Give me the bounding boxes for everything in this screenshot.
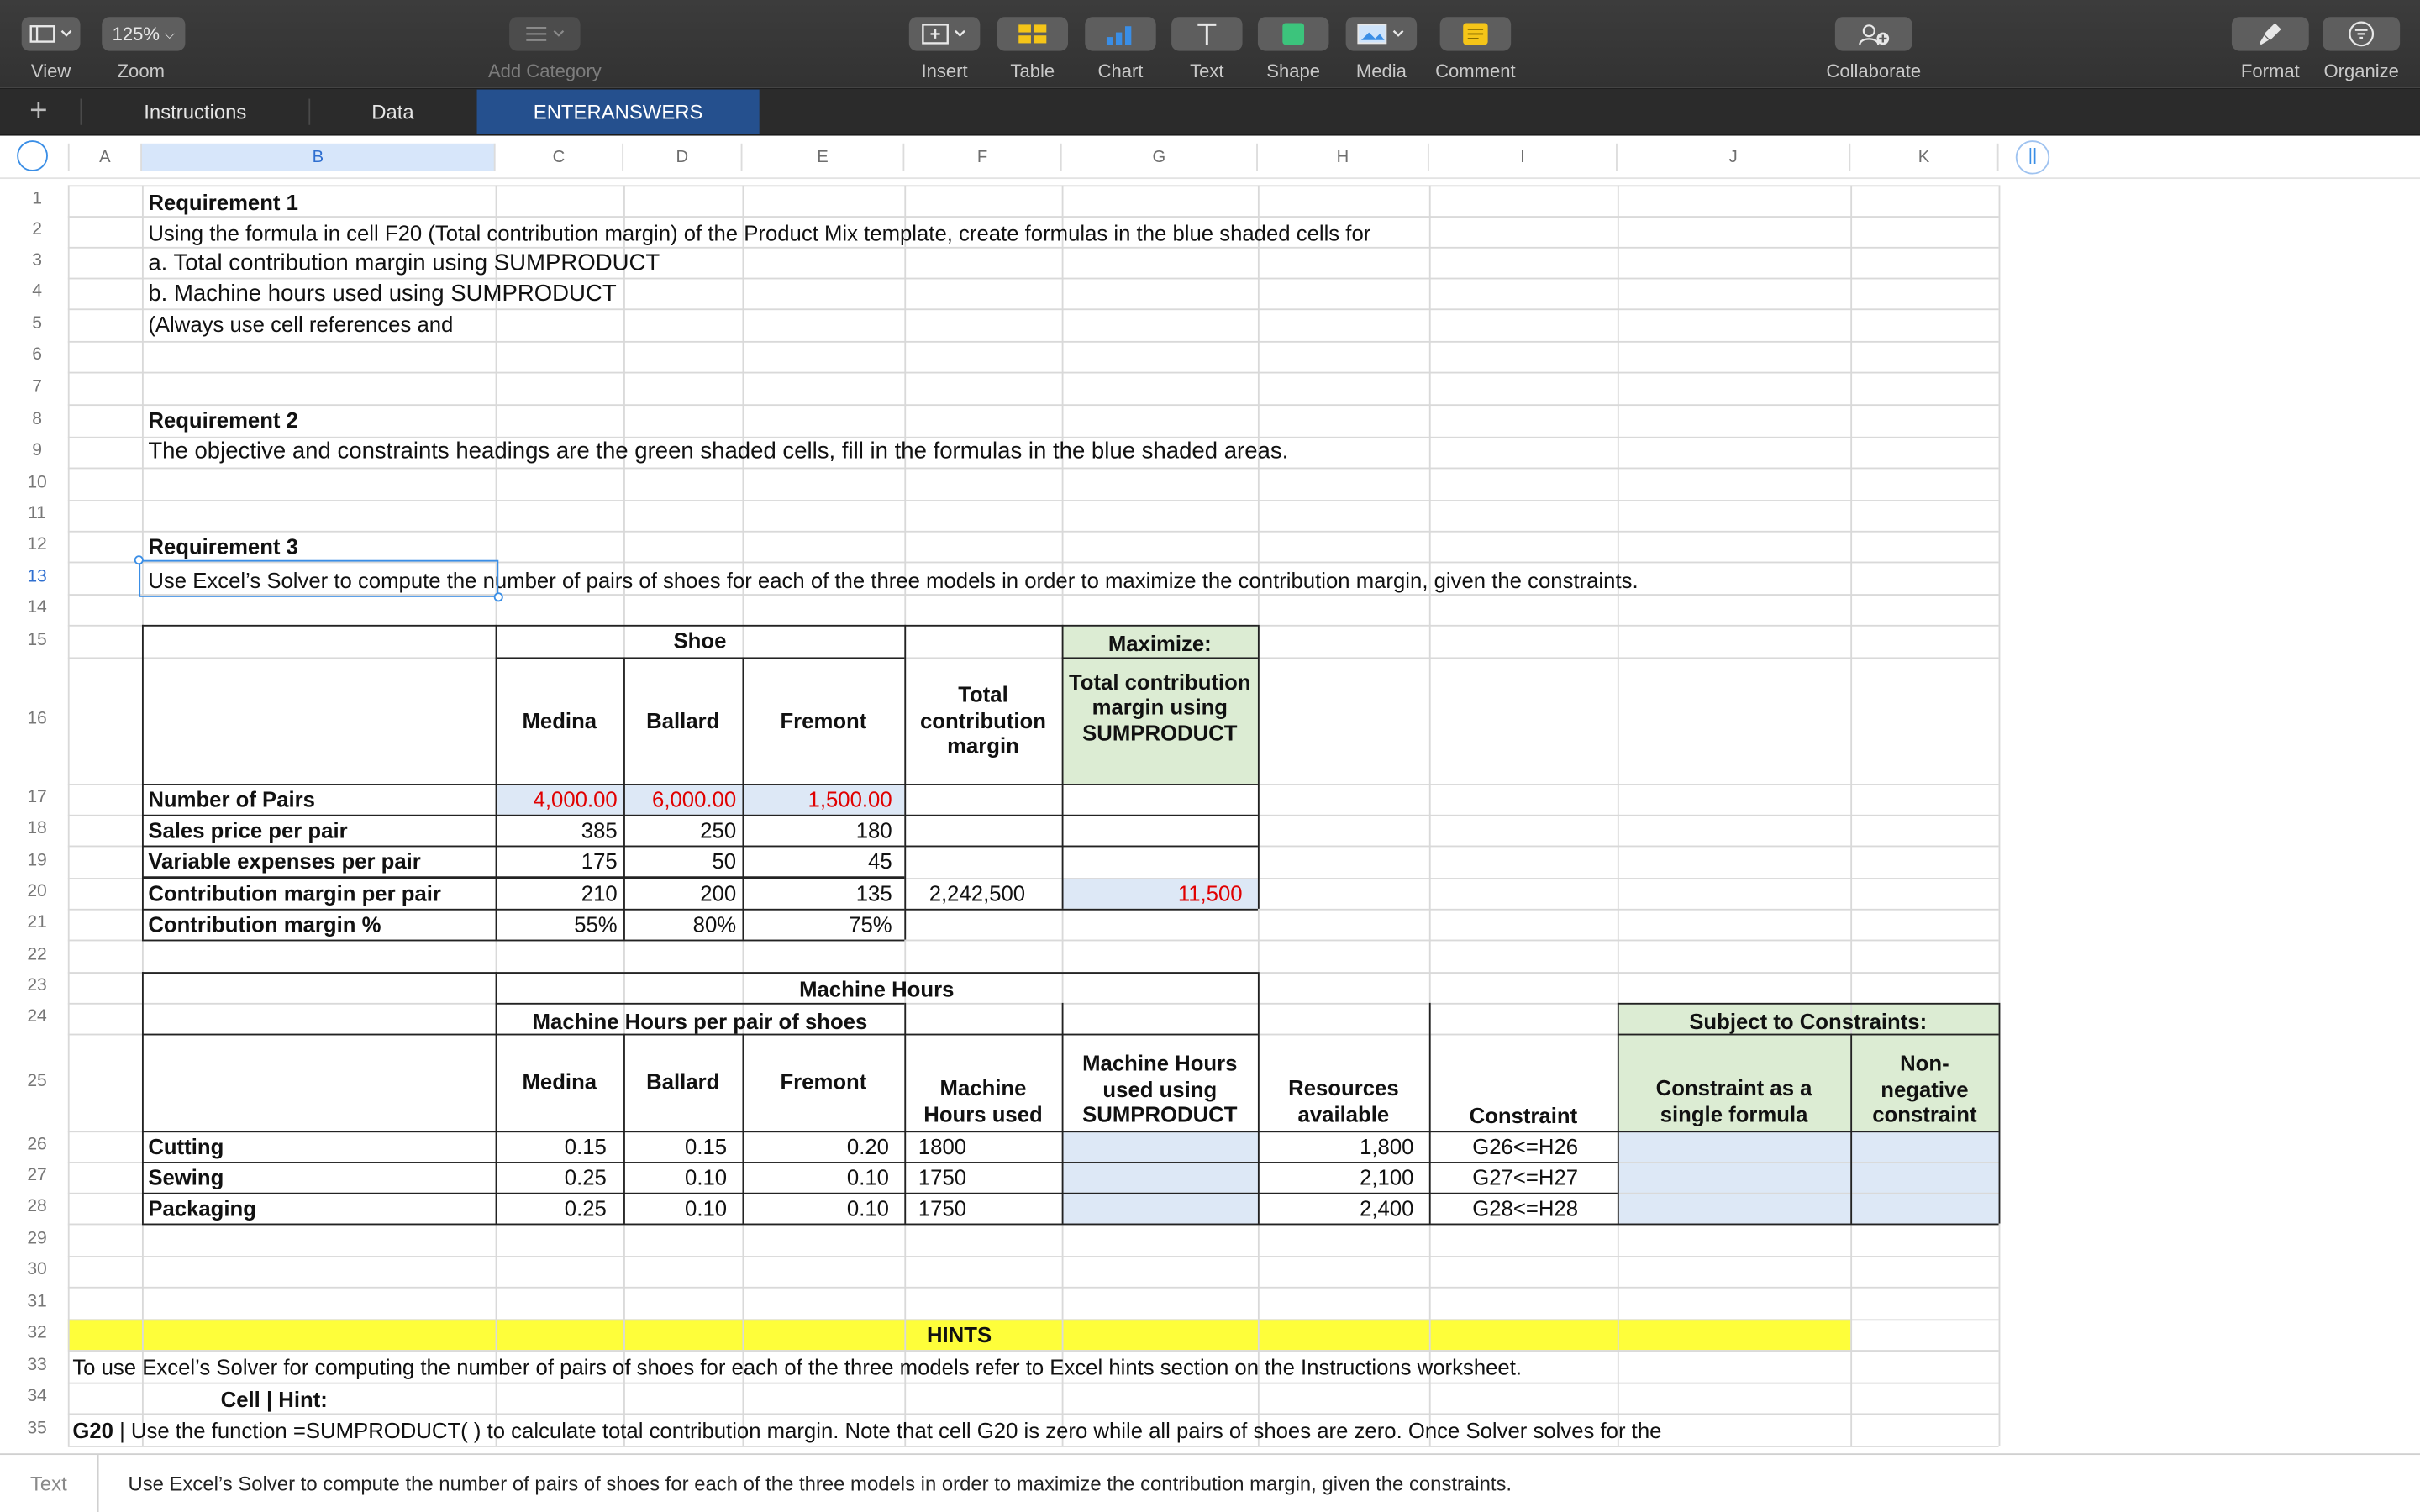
table-border (496, 657, 905, 659)
constraint-single-formula-header: Constraint as a single formula (1655, 1075, 1812, 1126)
req1-line: Using the formula in cell F20 (Total contribution margin) of the Product Mix template, create formulas in the blue shaded cells for (148, 220, 1371, 246)
total-cm-sumproduct-header: Total contribution margin using SUMPRODUCT (1068, 669, 1251, 745)
resources-available-header: Resources available (1288, 1075, 1399, 1126)
row-header-24[interactable]: 24 (27, 1007, 47, 1026)
row-header-25[interactable]: 25 (27, 1071, 47, 1090)
row-header-1[interactable]: 1 (32, 189, 42, 208)
row-header-7[interactable]: 7 (32, 377, 42, 396)
req2-line: The objective and constraints headings are the green shaded cells, fill in the formulas in the blue shaded areas. (148, 438, 1289, 465)
mh-used-value[interactable]: 1750 (918, 1195, 967, 1221)
gridline-h (68, 1287, 1999, 1289)
gridline-h (68, 1446, 1999, 1447)
column-header-a[interactable]: A (68, 144, 142, 171)
insert-icon (909, 17, 980, 50)
total-cm-header: Total contribution margin (920, 681, 1046, 758)
ballard-header: Ballard (646, 708, 720, 733)
column-header-h[interactable]: H (1258, 144, 1429, 171)
fremont-value[interactable]: 135 (855, 880, 892, 906)
view-button[interactable]: View (13, 0, 90, 88)
chart-button[interactable]: Chart (1083, 0, 1157, 88)
ballard-hours[interactable]: 0.10 (685, 1195, 728, 1221)
row-header-17[interactable]: 17 (27, 788, 47, 807)
organize-button[interactable]: Organize (2318, 0, 2405, 88)
table-border (142, 1224, 1999, 1226)
row-header-15[interactable]: 15 (27, 630, 47, 649)
row-header-23[interactable]: 23 (27, 976, 47, 995)
subject-to-constraints-header: Subject to Constraints: (1689, 1009, 1928, 1034)
req1-note: (Always use cell references and (148, 312, 454, 337)
table-border (904, 815, 1258, 816)
fremont-value[interactable]: 1,500.00 (808, 786, 892, 812)
table-border (1850, 1034, 1852, 1224)
collaborate-icon (1835, 17, 1912, 50)
req3-line[interactable]: Use Excel’s Solver to compute the number of pairs of shoes for each of the three models in order to maximize the contribution margin, given the constraints. (148, 567, 1639, 593)
gridline-h (68, 341, 1999, 343)
gridline-h (68, 185, 1999, 186)
row-header-30[interactable]: 30 (27, 1260, 47, 1279)
hints-line-33: To use Excel’s Solver for computing the number of pairs of shoes for each of the three models refer to Excel hints section on the Instructions worksheet. (72, 1354, 1523, 1380)
toolbar (0, 0, 2420, 90)
row-header-18[interactable]: 18 (27, 819, 47, 838)
mh-used-value[interactable]: 1750 (918, 1164, 967, 1190)
collaborate-button[interactable]: Collaborate (1815, 0, 1933, 88)
process-label[interactable]: Sewing (148, 1164, 224, 1190)
medina-value[interactable]: 4,000.00 (533, 786, 618, 812)
row-header-6[interactable]: 6 (32, 345, 42, 365)
table-border (1062, 1003, 1064, 1224)
table-button[interactable]: Table (994, 0, 1071, 88)
req1-a: a. Total contribution margin using SUMPRODUCT (148, 249, 660, 276)
medina-value[interactable]: 175 (581, 848, 618, 874)
comment-button[interactable]: Comment (1429, 0, 1522, 88)
gridline-v (68, 185, 70, 1446)
gridline-h (68, 657, 1999, 659)
format-bar (0, 1453, 2420, 1512)
table-border (1618, 1003, 1619, 1224)
column-header-b[interactable]: B (142, 144, 496, 171)
zoom-button[interactable]: 125% ⌵ Zoom (102, 0, 185, 88)
comment-icon (1440, 17, 1511, 50)
medina-hours[interactable]: 0.25 (564, 1164, 607, 1190)
row-label[interactable]: Contribution margin % (148, 911, 381, 937)
row-header-29[interactable]: 29 (27, 1228, 47, 1248)
medina-hours[interactable]: 0.15 (564, 1134, 607, 1159)
text-button[interactable]: Text (1170, 0, 1244, 88)
hints-cell-hint-header: Cell | Hint: (220, 1387, 328, 1412)
table-icon (997, 17, 1068, 50)
column-header-e[interactable]: E (742, 144, 904, 171)
column-header-g[interactable]: G (1062, 144, 1258, 171)
add-category-button[interactable]: Add Category (478, 0, 611, 88)
table-border (1062, 625, 1064, 909)
tab-instructions[interactable]: Instructions (144, 100, 247, 123)
tab-data[interactable]: Data (371, 100, 414, 123)
constraint-header: Constraint (1469, 1103, 1578, 1128)
table-border (1618, 1003, 1999, 1005)
table-border (904, 1003, 906, 1224)
medina-header: Medina (522, 708, 597, 733)
paintbrush-icon (2232, 17, 2309, 50)
fremont-header: Fremont (780, 708, 867, 733)
medina-value[interactable]: 210 (581, 880, 618, 906)
media-button[interactable]: Media (1343, 0, 1420, 88)
row-header-13[interactable]: 13 (27, 567, 47, 586)
medina-header-2: Medina (522, 1068, 597, 1095)
row-header-20[interactable]: 20 (27, 882, 47, 901)
table-border (904, 909, 1258, 911)
tab-enteranswers[interactable]: ENTERANSWERS (477, 90, 760, 134)
column-header-k[interactable]: K (1850, 144, 1998, 171)
req1-title: Requirement 1 (148, 189, 298, 215)
maximize-header: Maximize: (1107, 631, 1212, 656)
hints-title: HINTS (926, 1322, 992, 1347)
column-header-i[interactable]: I (1429, 144, 1618, 171)
row-header-16[interactable]: 16 (27, 709, 47, 728)
selected-cell-b13[interactable] (139, 560, 498, 597)
text-icon (1171, 17, 1242, 50)
hints-line-35: G20 | Use the function =SUMPRODUCT( ) to calculate total contribution margin. Note that cell G20 is zero while all pairs of shoes are zero. Once Solver solves for the (72, 1417, 1662, 1443)
row-header-9[interactable]: 9 (32, 441, 42, 460)
ballard-value[interactable]: 50 (712, 848, 737, 874)
ballard-hours[interactable]: 0.10 (685, 1164, 728, 1190)
constraint-value[interactable]: G28<=H28 (1472, 1195, 1579, 1221)
mh-used-header: Machine Hours used (923, 1075, 1043, 1126)
column-header-c[interactable]: C (496, 144, 623, 171)
sidebar-icon (22, 17, 81, 50)
table-border (496, 1003, 905, 1005)
resources-value[interactable]: 2,400 (1360, 1195, 1414, 1221)
row-label[interactable]: Contribution margin per pair (148, 880, 441, 906)
row-header-2[interactable]: 2 (32, 220, 42, 239)
total-cm-sumproduct-value[interactable]: 11,500 (1177, 880, 1243, 906)
fremont-value[interactable]: 180 (855, 817, 892, 843)
row-header-12[interactable]: 12 (27, 535, 47, 554)
fremont-hours[interactable]: 0.20 (846, 1134, 889, 1159)
gridline-h (68, 1256, 1999, 1257)
gridline-h (68, 531, 1999, 533)
selection-handle-icon[interactable] (494, 592, 503, 601)
gridline-h (68, 500, 1999, 501)
constraint-value[interactable]: G27<=H27 (1472, 1164, 1579, 1190)
ballard-hours[interactable]: 0.15 (685, 1134, 728, 1159)
tab-separator (81, 99, 82, 125)
fremont-hours[interactable]: 0.10 (846, 1164, 889, 1190)
fill-blue-constraint-formulas (1618, 1131, 1999, 1223)
total-cm-value[interactable]: 2,242,500 (929, 880, 1026, 906)
table-border (1258, 625, 1260, 909)
fremont-value[interactable]: 45 (868, 848, 892, 874)
column-header-bar (0, 136, 2420, 179)
ballard-value[interactable]: 6,000.00 (652, 786, 737, 812)
medina-hours[interactable]: 0.25 (564, 1195, 607, 1221)
table-border (1062, 657, 1258, 659)
selection-handle-icon[interactable] (134, 555, 144, 564)
gridline-h (68, 278, 1999, 280)
cell-type-label: Text (0, 1455, 99, 1512)
row-header-33[interactable]: 33 (27, 1355, 47, 1374)
gridline-h (68, 216, 1999, 218)
gridline-v (1618, 185, 1619, 1446)
column-header-j[interactable]: J (1618, 144, 1850, 171)
table-border (142, 940, 904, 942)
row-header-4[interactable]: 4 (32, 282, 42, 302)
gridline-h (68, 404, 1999, 406)
fremont-header-2: Fremont (780, 1068, 867, 1095)
row-header-27[interactable]: 27 (27, 1166, 47, 1185)
gridline-v (1999, 185, 2001, 1446)
row-header-19[interactable]: 19 (27, 850, 47, 870)
table-border (904, 625, 906, 940)
mh-used-value[interactable]: 1800 (918, 1134, 967, 1159)
gridline-v (1429, 185, 1431, 1446)
shape-button[interactable]: Shape (1256, 0, 1330, 88)
row-header-26[interactable]: 26 (27, 1135, 47, 1154)
row-header-34[interactable]: 34 (27, 1387, 47, 1406)
table-select-handle-icon[interactable] (17, 140, 48, 171)
fremont-value[interactable]: 75% (849, 911, 892, 937)
format-button[interactable]: Format (2232, 0, 2309, 88)
table-border (142, 625, 144, 940)
ballard-header-2: Ballard (646, 1068, 720, 1095)
row-header-28[interactable]: 28 (27, 1197, 47, 1216)
mh-used-sumproduct-header: Machine Hours used using SUMPRODUCT (1082, 1050, 1238, 1126)
chevron-down-icon: ⌵ (164, 25, 176, 41)
add-column-handle-icon[interactable]: || (2016, 140, 2049, 174)
req2-title: Requirement 2 (148, 407, 298, 433)
fill-blue-mh-used (1062, 1131, 1258, 1223)
insert-button[interactable]: Insert (908, 0, 981, 88)
process-label[interactable]: Packaging (148, 1195, 256, 1221)
resources-value[interactable]: 2,100 (1360, 1164, 1414, 1190)
medina-value[interactable]: 385 (581, 817, 618, 843)
gridline-h (68, 247, 1999, 249)
add-sheet-button[interactable]: + (29, 94, 48, 129)
row-header-10[interactable]: 10 (27, 472, 47, 492)
sheet-tab-bar (0, 90, 2420, 136)
machine-hours-header: Machine Hours (799, 976, 955, 1002)
shoe-header: Shoe (673, 627, 727, 653)
process-label[interactable]: Cutting (148, 1134, 224, 1159)
column-header-f[interactable]: F (904, 144, 1061, 171)
resources-value[interactable]: 1,800 (1360, 1134, 1414, 1159)
gridline-h (68, 1383, 1999, 1384)
gridline-h (68, 468, 1999, 470)
ballard-value[interactable]: 200 (700, 880, 737, 906)
row-header-3[interactable]: 3 (32, 251, 42, 270)
fremont-hours[interactable]: 0.10 (846, 1195, 889, 1221)
row-label[interactable]: Number of Pairs (148, 786, 315, 812)
table-border (904, 846, 1258, 848)
row-header-32[interactable]: 32 (27, 1323, 47, 1342)
table-border (142, 972, 1258, 974)
row-header-14[interactable]: 14 (27, 598, 47, 617)
gridline-h (68, 372, 1999, 374)
row-label[interactable]: Sales price per pair (148, 817, 348, 843)
gridline-v (1850, 185, 1852, 1446)
gridline-h (68, 1350, 1999, 1352)
table-border (142, 972, 144, 1223)
row-header-22[interactable]: 22 (27, 945, 47, 964)
shape-icon (1258, 17, 1328, 50)
medina-value[interactable]: 55% (574, 911, 618, 937)
row-header-31[interactable]: 31 (27, 1292, 47, 1311)
non-negative-constraint-header: Non-negative constraint (1872, 1050, 1977, 1126)
req1-b: b. Machine hours used using SUMPRODUCT (148, 281, 617, 307)
ballard-value[interactable]: 80% (692, 911, 737, 937)
constraint-value[interactable]: G26<=H26 (1472, 1134, 1579, 1159)
filter-icon (2323, 17, 2400, 50)
table-border (1999, 1003, 2001, 1224)
chart-icon (1085, 17, 1155, 50)
list-icon (509, 17, 580, 50)
row-header-21[interactable]: 21 (27, 913, 47, 932)
gridline-h (68, 1413, 1999, 1415)
mh-per-pair-header: Machine Hours per pair of shoes (532, 1009, 868, 1034)
row-header-5[interactable]: 5 (32, 313, 42, 333)
media-icon (1346, 17, 1417, 50)
zoom-select[interactable]: 125% ⌵ (102, 17, 185, 50)
row-header-35[interactable]: 35 (27, 1418, 47, 1437)
row-header-11[interactable]: 11 (28, 504, 47, 523)
column-header-d[interactable]: D (623, 144, 742, 171)
ballard-value[interactable]: 250 (700, 817, 737, 843)
req3-title: Requirement 3 (148, 533, 298, 559)
row-header-8[interactable]: 8 (32, 409, 42, 428)
cell-content-field[interactable]: Use Excel’s Solver to compute the number of pairs of shoes for each of the three models in order to maximize the contribution margin, given the constraints. (128, 1472, 1512, 1495)
row-label[interactable]: Variable expenses per pair (148, 848, 421, 874)
